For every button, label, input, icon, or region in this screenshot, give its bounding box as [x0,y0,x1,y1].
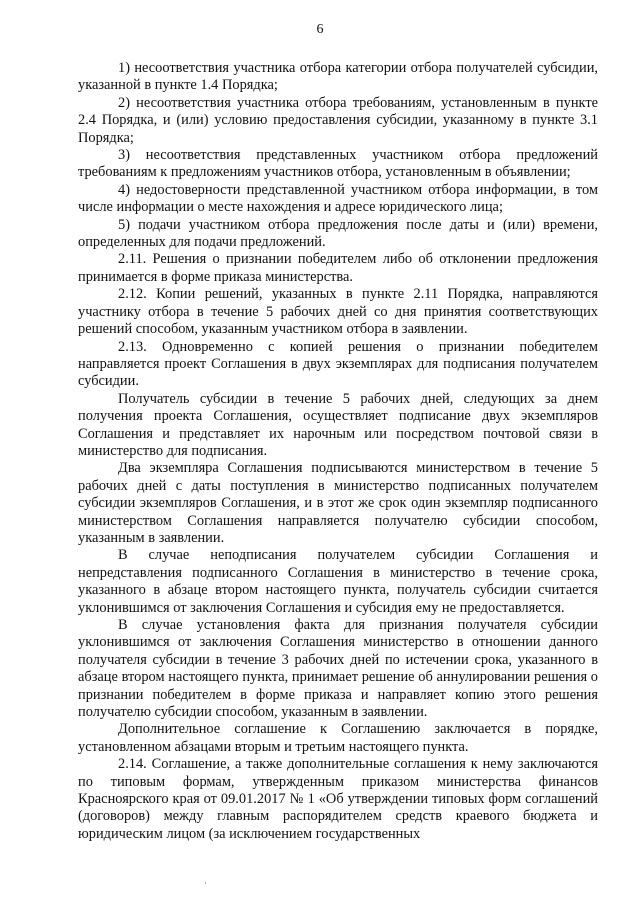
paragraph: 2.11. Решения о признании победителем либо об отклонении предложения принимается в форме приказа министерства. [78,251,598,285]
paragraph: 2.12. Копии решений, указанных в пункте 2.11 Порядка, направляются участнику отбора в течение 5 рабочих дней со дня принятия соответствующих решений способом, указанным участником отбора в заявлении. [78,286,598,338]
scan-dot-mark: · [204,878,207,888]
paragraph: Дополнительное соглашение к Соглашению заключается в порядке, установленном абзацами вторым и третьим настоящего пункта. [78,721,598,755]
paragraph: Два экземпляра Соглашения подписываются министерством в течение 5 рабочих дней с даты поступления в министерство подписанных получателем субсидии экземпляров Соглашения, и в этот же срок один экземпляр подписанного министерством Соглашения направляется получателю субсидии способом, указанным в заявлении. [78,460,598,546]
paragraph: В случае установления факта для признания получателя субсидии уклонившимся от заключения Соглашения министерство в отношении данного получателя субсидии в течение 3 рабочих дней по истечении срока, указанного в абзаце втором настоящего пункта, принимает решение об аннулировании решения о признании победителем в форме приказа и направляет копию этого решения получателю субсидии способом, указанным в заявлении. [78,617,598,721]
paragraph: 2) несоответствия участника отбора требованиям, установленным в пункте 2.4 Порядка, и (или) условию предоставления субсидии, указанному в пункте 3.1 Порядка; [78,94,598,146]
paragraph: 2.14. Соглашение, а также дополнительные соглашения к нему заключаются по типовым формам, утвержденным приказом министерства финансов Красноярского края от 09.01.2017 № 1 «Об утверждении типовых форм соглашений (договоров) между главным распорядителем средств краевого бюджета и юридическим лицом (за исключением государственных [78,756,598,842]
paragraph: 4) недостоверности представленной участником отбора информации, в том числе информации о месте нахождения и адресе юридического лица; [78,181,598,216]
document-body [78,60,598,843]
paragraph: 2.13. Одновременно с копией решения о признании победителем направляется проект Соглашения в двух экземплярах для подписания получателем субсидии. [78,338,598,390]
page-number: 6 [316,22,324,37]
paragraph: 5) подачи участником отбора предложения после даты и (или) времени, определенных для подачи предложений. [78,216,598,251]
paragraph: 1) несоответствия участника отбора категории отбора получателей субсидии, указанной в пункте 1.4 Порядка; [78,60,598,94]
paragraph: В случае неподписания получателем субсидии Соглашения и непредставления подписанного Соглашения в министерство в течение срока, указанного в абзаце втором настоящего пункта, получатель субсидии считается уклонившимся от заключения Соглашения и субсидия ему не предоставляется. [78,547,598,616]
paragraph: Получатель субсидии в течение 5 рабочих дней, следующих за днем получения проекта Соглашения, осуществляет подписание двух экземпляров Соглашения и представляет их нарочным или посредством почтовой связи в министерство для подписания. [78,390,598,459]
paragraph: 3) несоответствия представленных участником отбора предложений требованиям к предложениям участников отбора, установленным в объявлении; [78,147,598,181]
